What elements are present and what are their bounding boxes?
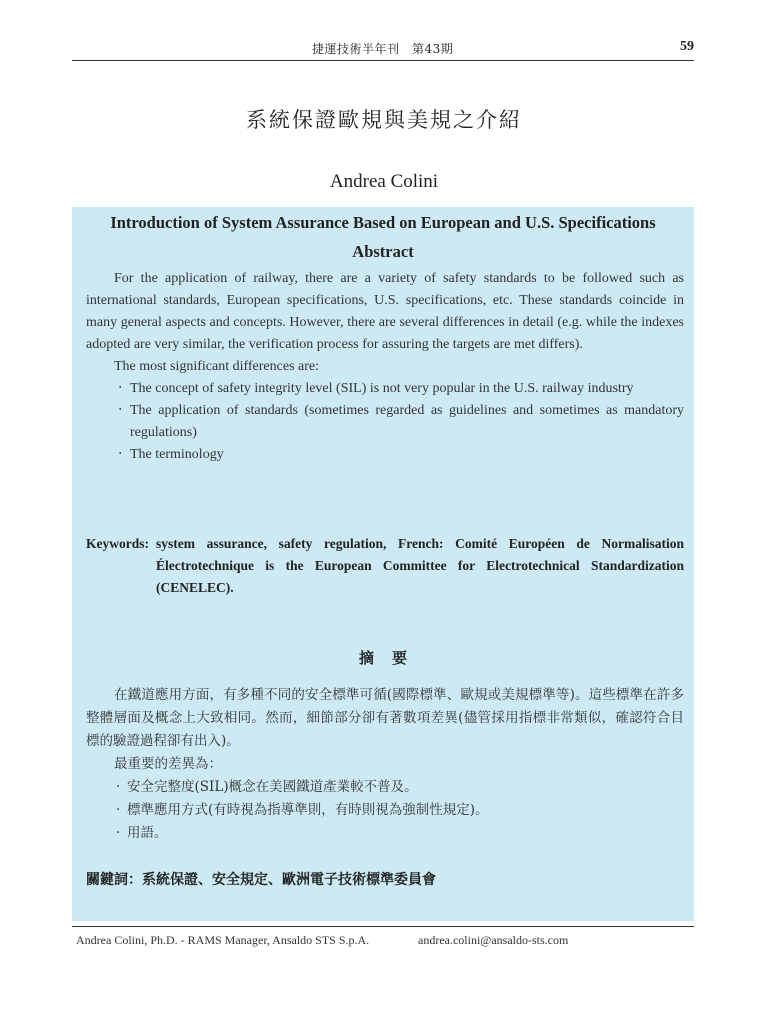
author-email: andrea.colini@ansaldo-sts.com bbox=[418, 933, 569, 947]
author-name: Andrea Colini bbox=[329, 171, 439, 192]
list-item: ‧ 標準應用方式(有時視為指導準則，有時則視為強制性規定)。 bbox=[114, 799, 684, 822]
keywords-text: system assurance, safety regulation, French: Comité Européen de Normalisation Électrotechnique is the European Committee for Electrotechnical Standardization (CENELEC). bbox=[156, 536, 684, 595]
abstract-box bbox=[72, 207, 694, 921]
list-item: ‧ The application of standards (sometimes regarded as guidelines and sometimes as mandatory regulations) bbox=[116, 400, 684, 444]
bullet-icon: ‧ bbox=[116, 825, 121, 841]
list-item: ‧ 安全完整度(SIL)概念在美國鐵道產業較不普及。 bbox=[114, 776, 684, 799]
list-item: ‧ The concept of safety integrity level (SIL) is not very popular in the U.S. railway industry bbox=[116, 378, 684, 400]
chinese-differences-list bbox=[86, 776, 684, 845]
differences-list bbox=[86, 378, 684, 466]
keywords-english bbox=[86, 533, 684, 599]
bullet-icon: ‧ bbox=[118, 403, 123, 418]
paper-title-chinese: 系統保證歐規與美規之介紹 bbox=[246, 108, 522, 132]
differences-lead: The most significant differences are: bbox=[114, 359, 319, 374]
paper-title-english: Introduction of System Assurance Based on European and U.S. Specifications bbox=[110, 213, 656, 232]
abstract-heading: Abstract bbox=[352, 242, 414, 261]
bullet-icon: ‧ bbox=[118, 381, 123, 396]
footnote bbox=[72, 926, 694, 947]
abstract-paragraph: For the application of railway, there are a variety of safety standards to be followed such as international standards, European specifications, U.S. specifications, etc. These standards coincide in many general aspects and concepts. However, there are several differences in detail (e.g. while the indexes adopted are very similar, the verification process for assuring the targets are met differs). bbox=[86, 271, 684, 352]
chinese-abstract-body bbox=[86, 684, 684, 845]
chinese-paragraph: 在鐵道應用方面，有多種不同的安全標準可循(國際標準、歐規或美規標準等)。這些標準在許多整體層面及概念上大致相同。然而，細節部分卻有著數項差異(儘管採用指標非常類似，確認符合目標的驗證過程卻有出入)。 bbox=[86, 687, 684, 749]
running-header bbox=[72, 38, 694, 61]
chinese-lead: 最重要的差異為： bbox=[114, 756, 222, 772]
list-item: ‧ The terminology bbox=[116, 444, 684, 466]
list-item: ‧ 用語。 bbox=[114, 822, 684, 845]
page-number: 59 bbox=[680, 39, 694, 54]
author-affiliation: Andrea Colini, Ph.D. - RAMS Manager, Ansaldo STS S.p.A. bbox=[76, 933, 370, 947]
bullet-icon: ‧ bbox=[116, 779, 121, 795]
journal-name: 捷運技術半年刊 第43期 bbox=[312, 42, 454, 56]
bullet-icon: ‧ bbox=[118, 447, 123, 462]
keywords-chinese: 關鍵詞：系統保證、安全規定、歐洲電子技術標準委員會 bbox=[86, 872, 436, 888]
bullet-icon: ‧ bbox=[116, 802, 121, 818]
chinese-abstract-heading: 摘要 bbox=[358, 649, 425, 667]
abstract-body bbox=[86, 268, 684, 466]
keywords-label: Keywords: bbox=[86, 536, 149, 551]
